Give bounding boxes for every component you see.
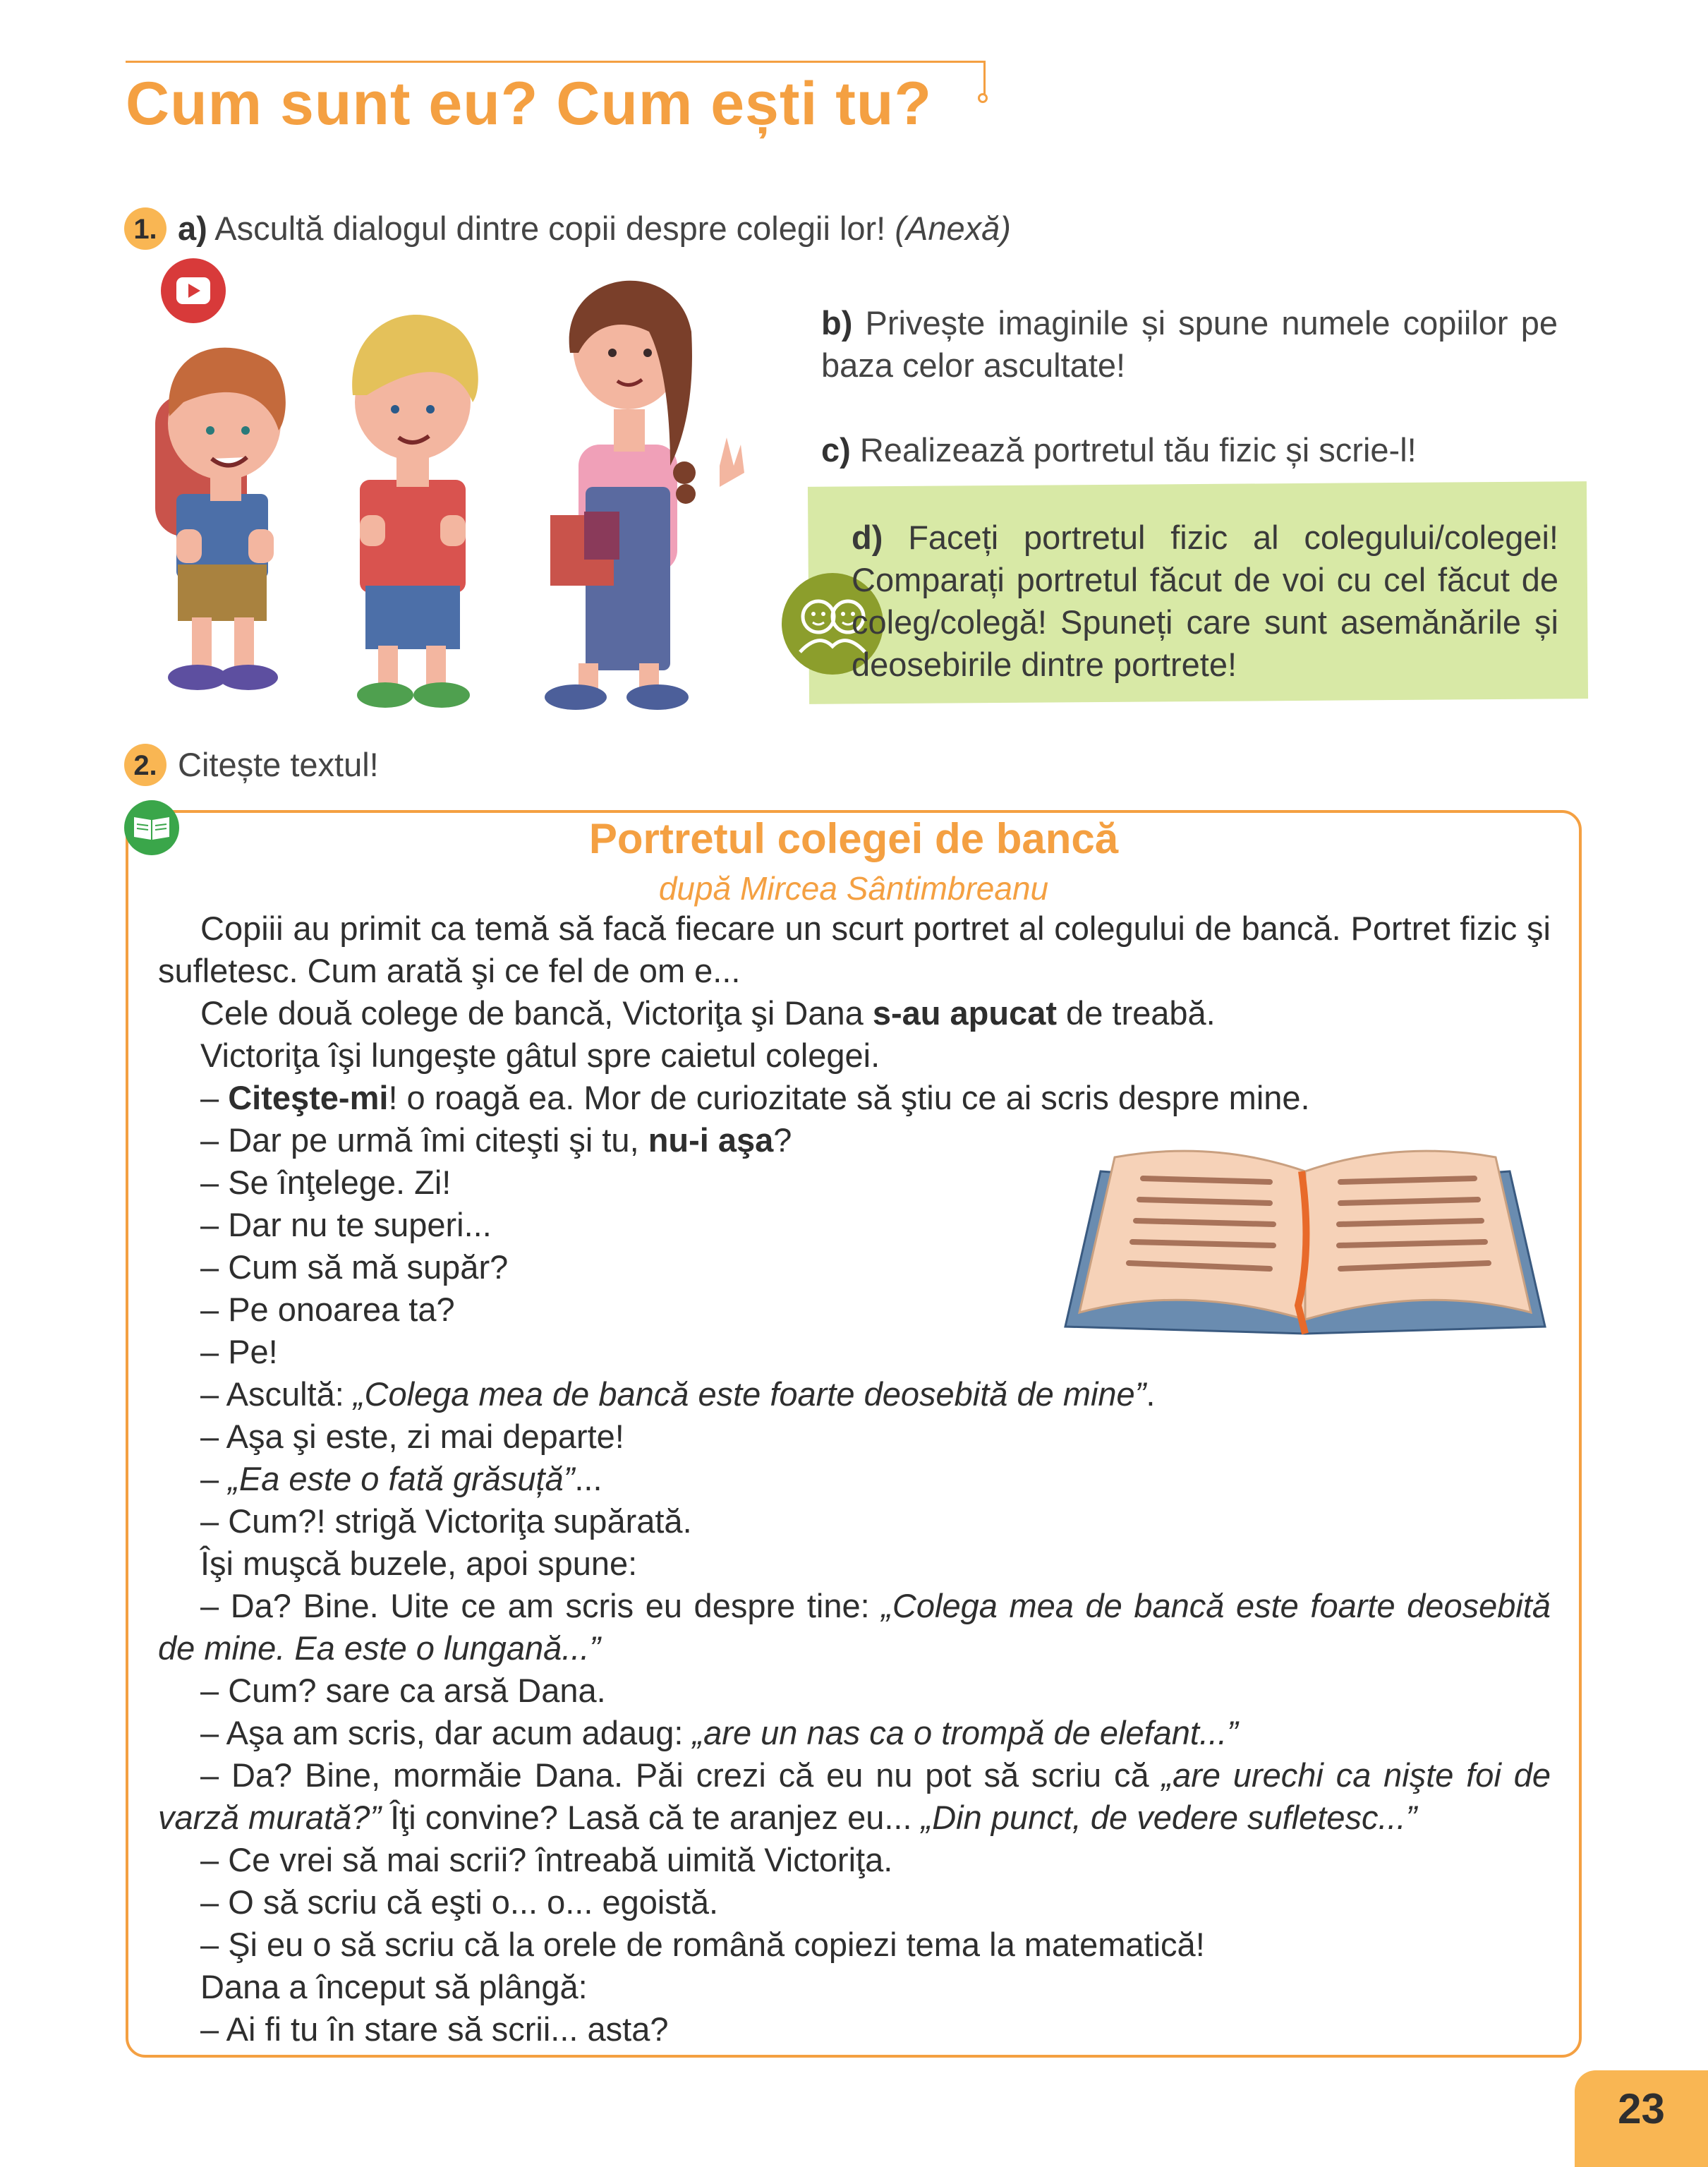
girl-figure	[545, 281, 744, 710]
story-paragraph: – Da? Bine. Uite ce am scris eu despre tine: „Colega mea de bancă este foarte deosebită de mine. Ea este o lungană...”	[158, 1587, 1551, 1667]
story-paragraph: Copiii au primit ca temă să facă fiecare un scurt portret al colegului de bancă. Portret fizic şi sufletesc. Cum arată şi ce fel de om e...	[158, 910, 1551, 989]
page-title: Cum sunt eu? Cum ești tu?	[126, 70, 932, 138]
exercise-1d-label: d)	[852, 519, 883, 556]
exercise-1a-label: a)	[178, 210, 207, 247]
exercise-1c	[821, 429, 1558, 471]
exercise-1d-text: Faceți portretul fizic al colegului/colegei! Comparați portretul făcut de voi cu cel făcut de coleg/colegă! Spuneți care sunt asemănările și deosebirile dintre portrete!	[852, 519, 1558, 683]
story-paragraph: – Da? Bine, mormăie Dana. Păi crezi că eu nu pot să scriu că „are urechi ca nişte foi de varză murată?” Îţi convine? Lasă că te aranjez eu... „Din punct, de vedere sufletesc...”	[158, 1756, 1551, 1836]
title-rule-end	[983, 61, 986, 95]
story-author: după Mircea Sântimbreanu	[658, 870, 1049, 907]
story-paragraph: Cele două colege de bancă, Victoriţa şi Dana s-au apucat de treabă.	[200, 994, 1216, 1032]
story-paragraph: Dana a început să plângă:	[200, 1968, 588, 2005]
exercise-1b	[821, 302, 1558, 387]
children-illustration	[127, 254, 748, 713]
story-paragraph: – Citeşte-mi! o roagă ea. Mor de curiozitate să ştiu ce ai scris despre mine.	[200, 1079, 1310, 1116]
title-dot	[978, 93, 988, 103]
story-paragraph: – Şi eu o să scriu că la orele de română copiezi tema la matematică!	[200, 1926, 1205, 1963]
story-paragraph: – Ai fi tu în stare să scrii... asta?	[200, 2010, 669, 2048]
story-paragraph: – Se înţelege. Zi!	[200, 1164, 452, 1201]
story-paragraph: – Dar nu te superi...	[200, 1206, 492, 1243]
exercise-1a-text: Ascultă dialogul dintre copii despre colegii lor!	[214, 210, 886, 247]
title-rule	[126, 61, 985, 63]
exercise-1c-text: Realizează portretul tău fizic și scrie-l!	[859, 431, 1417, 469]
exercise-1b-text: Privește imaginile și spune numele copiilor pe baza celor ascultate!	[821, 304, 1558, 384]
story-paragraph: – Cum? sare ca arsă Dana.	[200, 1672, 606, 1709]
story-paragraph: Victoriţa îşi lungeşte gâtul spre caietul colegei.	[200, 1037, 880, 1074]
story-text	[158, 907, 1551, 2051]
story-paragraph: – „Ea este o fată grăsuță”...	[200, 1460, 602, 1497]
page-number: 23	[1618, 2085, 1665, 2132]
story-paragraph: – Pe onoarea ta?	[200, 1291, 455, 1328]
exercise-1d	[852, 517, 1558, 686]
story-paragraph: – Ascultă: „Colega mea de bancă este foarte deosebită de mine”.	[200, 1375, 1156, 1413]
story-paragraph: – Ce vrei să mai scrii? întreabă uimită Victoriţa.	[200, 1841, 893, 1878]
exercise-1c-label: c)	[821, 431, 851, 469]
story-paragraph: – Aşa şi este, zi mai departe!	[200, 1418, 624, 1455]
exercise-2-number: 2.	[124, 744, 166, 786]
boy-blond-figure	[352, 315, 478, 708]
story-title: Portretul colegei de bancă	[588, 815, 1119, 862]
story-paragraph: – Aşa am scris, dar acum adaug: „are un nas ca o trompă de elefant...”	[200, 1714, 1238, 1751]
story-paragraph: – Pe!	[200, 1333, 278, 1370]
exercise-1a-ref: (Anexă)	[895, 210, 1011, 247]
story-paragraph: – O să scriu că eşti o... o... egoistă.	[200, 1883, 719, 1921]
story-paragraph: – Cum să mă supăr?	[200, 1248, 509, 1286]
story-paragraph: – Cum?! strigă Victoriţa supărată.	[200, 1502, 692, 1540]
exercise-1a	[178, 209, 1011, 248]
exercise-2-instruction: Citește textul!	[178, 746, 379, 783]
story-paragraph: – Dar pe urmă îmi citeşti şi tu, nu-i aşa?	[200, 1121, 792, 1159]
exercise-1-number: 1.	[124, 207, 166, 250]
exercise-1b-label: b)	[821, 304, 853, 342]
boy-red-hair-figure	[155, 348, 286, 690]
story-paragraph: Îşi muşcă buzele, apoi spune:	[200, 1545, 638, 1582]
